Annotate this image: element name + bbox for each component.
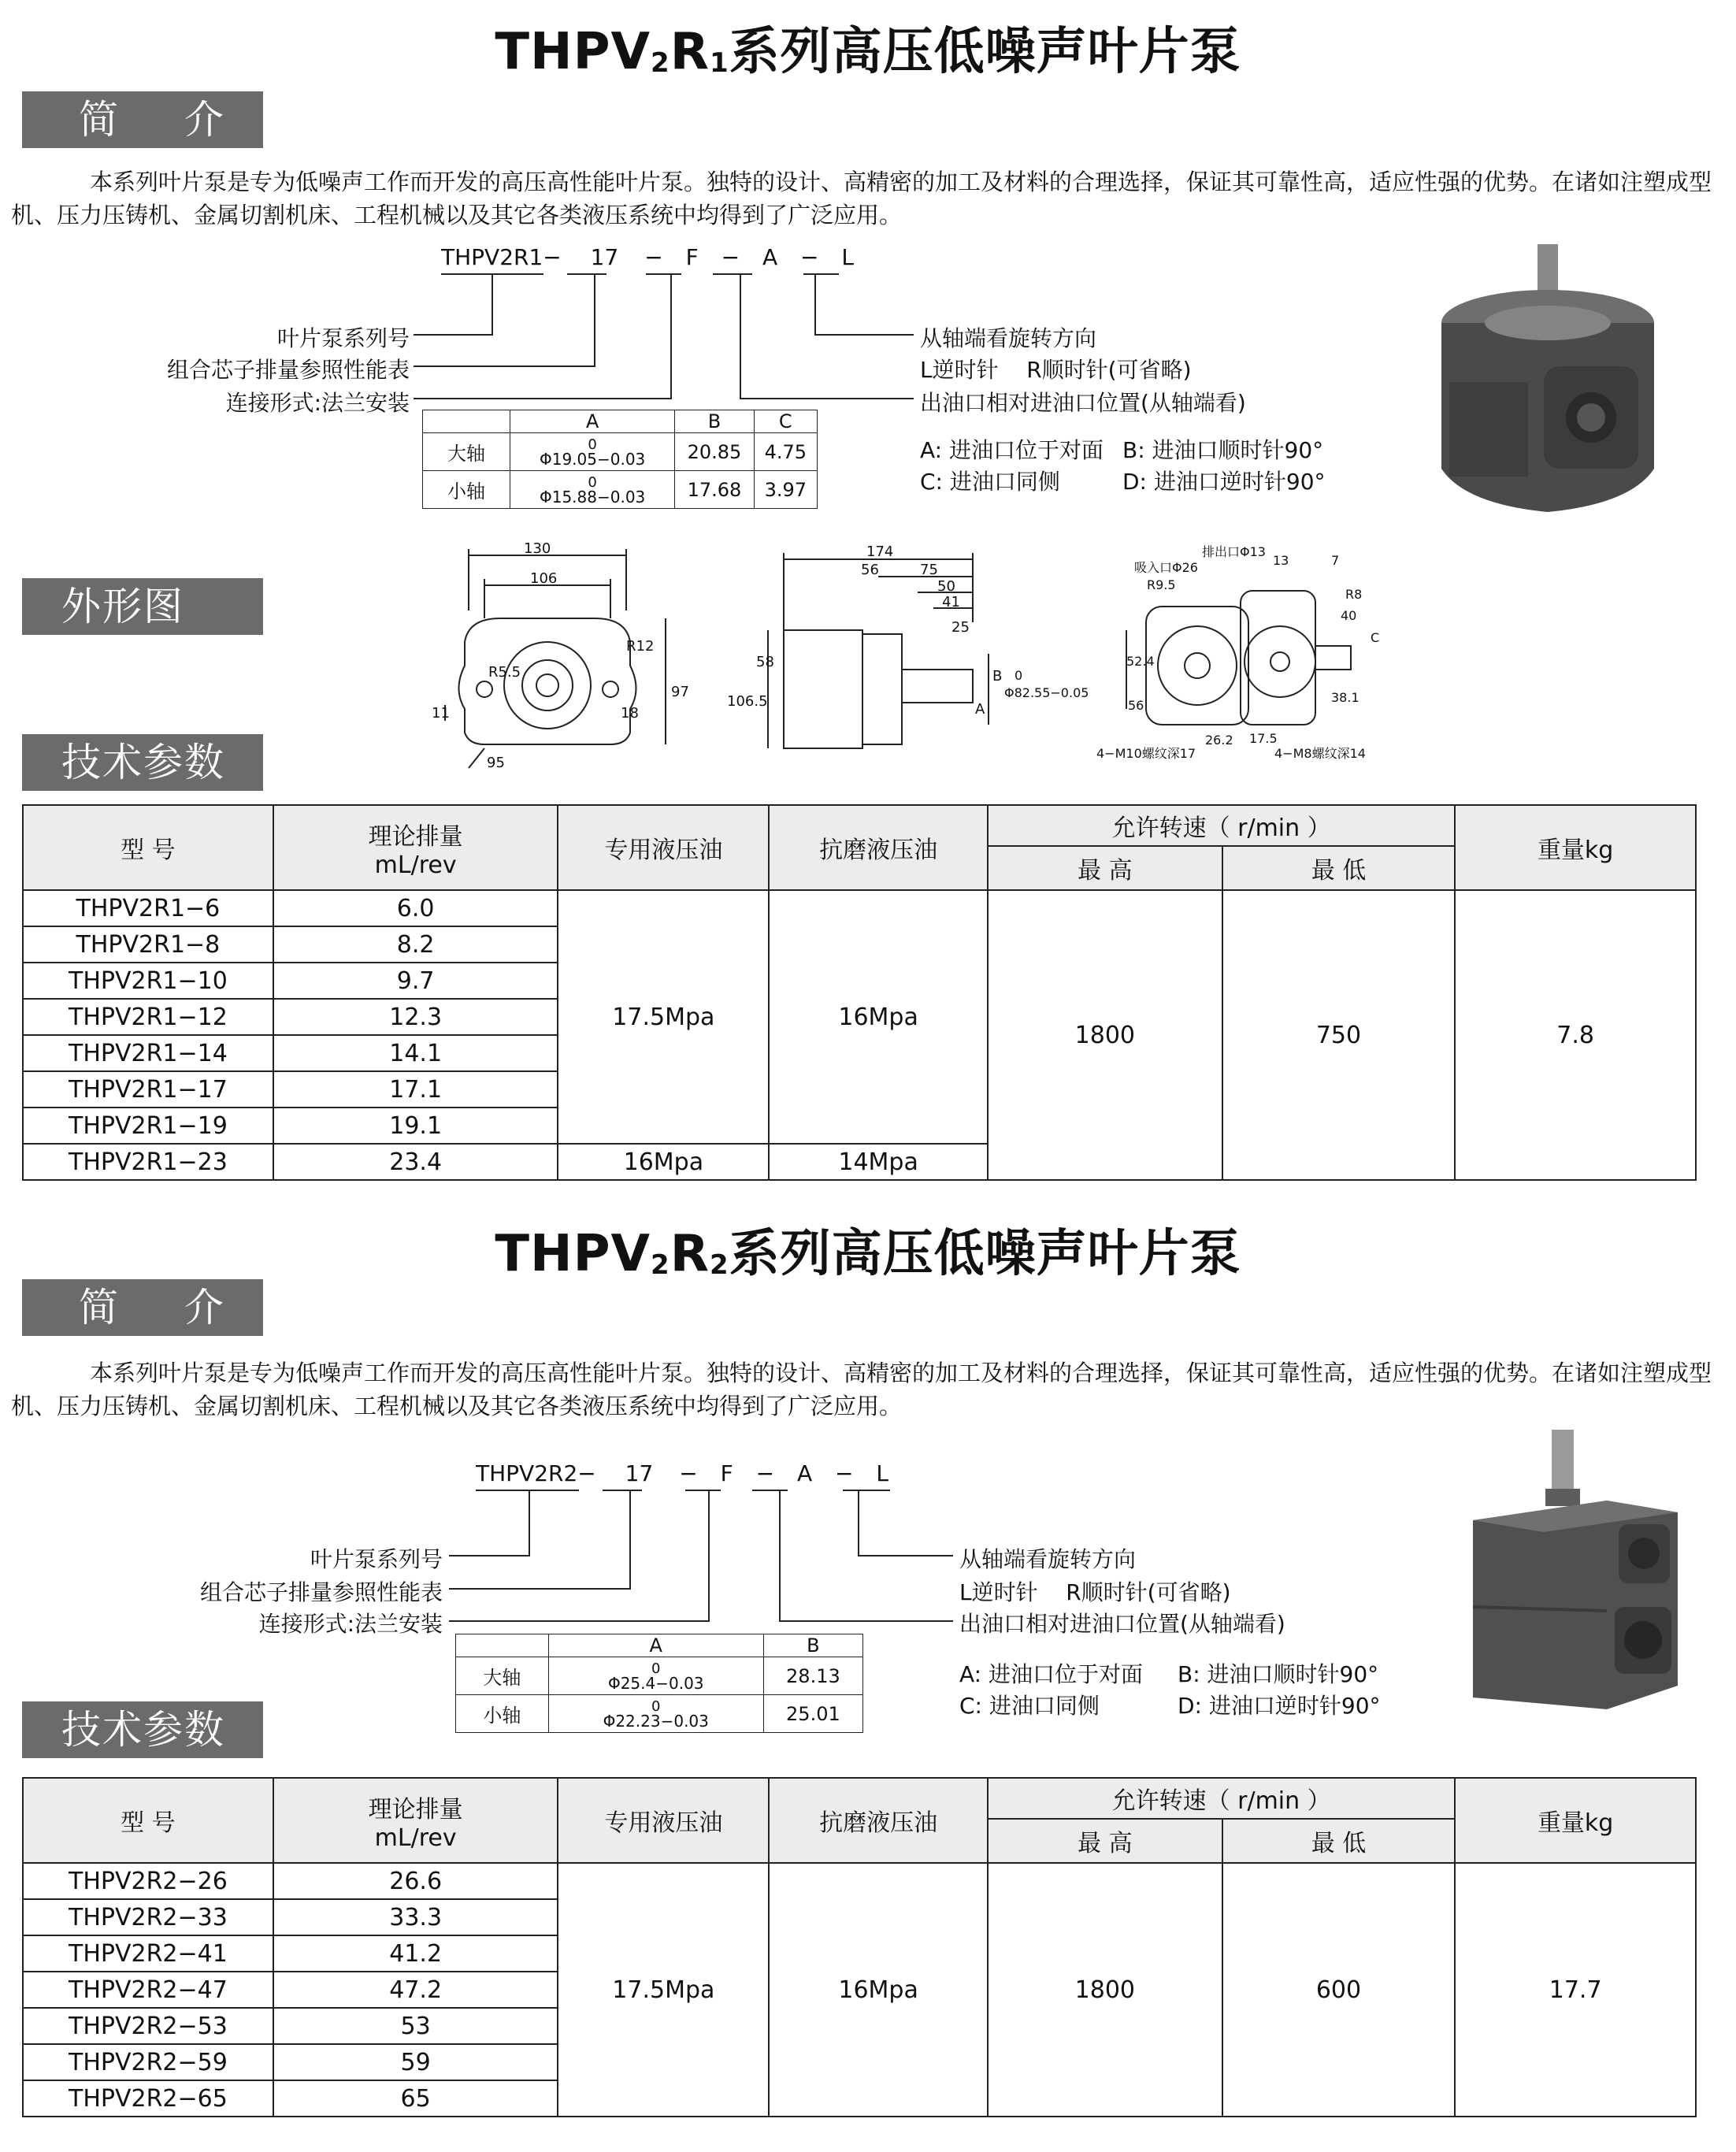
outline-heading: 外形图 (22, 578, 263, 635)
cell-disp: 19.1 (273, 1108, 558, 1144)
cell-model: THPV2R1−19 (23, 1108, 273, 1144)
dim-text: 41 (942, 594, 960, 610)
code-dash: − (755, 1460, 775, 1486)
cell-disp: 23.4 (273, 1144, 558, 1180)
shaft-c: 3.97 (754, 471, 817, 509)
label-displacement-r2: 组合芯子排量参照性能表 (199, 1579, 443, 1605)
cell-disp: 6.0 (273, 890, 558, 926)
dim-text: 52.4 (1126, 654, 1155, 669)
shaft-dia: Φ22.23−0.03 (603, 1711, 709, 1731)
header-weight: 重量kg (1455, 805, 1696, 890)
cell-disp: 26.6 (273, 1863, 558, 1899)
code-rotation: L (876, 1460, 889, 1486)
shaft-dia: Φ25.4−0.03 (607, 1673, 704, 1693)
page-title-r2 (0, 1213, 1736, 1286)
dim-text: 50 (937, 578, 955, 595)
cell-max: 1800 (988, 1863, 1222, 2117)
code-position: A (762, 244, 778, 270)
cell-disp: 41.2 (273, 1935, 558, 1972)
table-row (23, 1863, 1696, 1899)
header-min: 最 低 (1222, 846, 1456, 890)
dim-text: 吸入口Φ26 (1134, 560, 1198, 575)
dim-text: B (992, 668, 1003, 685)
title-sub: 2 (651, 47, 670, 79)
shaft-header: A (510, 410, 675, 433)
cell-model: THPV2R1−6 (23, 890, 273, 926)
position-c-r1: C: 进油口同侧 (920, 469, 1060, 495)
tol-top: 0 (588, 473, 597, 491)
dim-text: 13 (1273, 553, 1289, 568)
position-b-r2: B: 进油口顺时针90° (1178, 1661, 1379, 1687)
cell-disp: 33.3 (273, 1899, 558, 1935)
label-series-r2: 叶片泵系列号 (310, 1546, 443, 1572)
code-series: THPV2R2− (476, 1460, 596, 1486)
header-disp-unit: mL/rev (374, 851, 457, 879)
title-sub: 2 (651, 1249, 670, 1281)
header-disp-unit: mL/rev (374, 1824, 457, 1852)
cell-model: THPV2R1−14 (23, 1035, 273, 1071)
tol-top: 0 (651, 1697, 661, 1715)
cell-disp: 53 (273, 2008, 558, 2044)
label-lr-r2: L逆时针 R顺时针(可省略) (959, 1579, 1231, 1605)
shaft-header: A (548, 1634, 763, 1657)
shaft-header: B (675, 410, 754, 433)
position-d-r1: D: 进油口逆时针90° (1122, 469, 1326, 495)
cell-model: THPV2R2−47 (23, 1972, 273, 2008)
cell-model: THPV2R2−53 (23, 2008, 273, 2044)
dim-text: R9.5 (1147, 577, 1176, 592)
dim-text: 106 (530, 570, 558, 587)
cell-model: THPV2R2−26 (23, 1863, 273, 1899)
cell-disp: 47.2 (273, 1972, 558, 2008)
code-disp: 17 (590, 244, 619, 270)
cell-model: THPV2R2−59 (23, 2044, 273, 2080)
cell-min: 600 (1222, 1863, 1456, 2117)
cell-disp: 12.3 (273, 999, 558, 1035)
dim-text: 95 (487, 755, 505, 771)
cell-disp: 9.7 (273, 963, 558, 999)
code-series: THPV2R1− (441, 244, 562, 270)
cell-model: THPV2R1−8 (23, 926, 273, 963)
title-suffix: 系列高压低噪声叶片泵 (729, 1225, 1241, 1283)
shaft-name: 小轴 (456, 1695, 549, 1733)
header-max: 最 高 (988, 1819, 1222, 1863)
cell-weight: 7.8 (1455, 890, 1696, 1180)
shaft-dia: Φ19.05−0.03 (539, 449, 646, 469)
header-min: 最 低 (1222, 1819, 1456, 1863)
title-mid: R (670, 1225, 710, 1283)
code-dash: − (835, 1460, 854, 1486)
dim-text: 56 (1128, 698, 1144, 713)
shaft-b: 25.01 (763, 1695, 862, 1733)
title-mid: R (670, 23, 710, 81)
shaft-b: 20.85 (675, 433, 754, 471)
label-lr-r1: L逆时针 R顺时针(可省略) (920, 357, 1192, 383)
cell-model: THPV2R2−41 (23, 1935, 273, 1972)
title-sub: 1 (709, 47, 729, 79)
header-oil: 专用液压油 (558, 805, 769, 890)
table-row (23, 890, 1696, 926)
pump-photo-r2 (1449, 1426, 1701, 1725)
cell-min: 750 (1222, 890, 1456, 1180)
header-model: 型 号 (23, 1778, 273, 1863)
shaft-header: B (763, 1634, 862, 1657)
spec-heading-r2: 技术参数 (22, 1701, 263, 1758)
dim-text: 174 (866, 544, 894, 560)
dim-text: 56 (861, 562, 879, 578)
dim-text: 97 (671, 684, 689, 700)
dim-text: 38.1 (1331, 690, 1359, 705)
dim-text: R8 (1345, 587, 1363, 602)
header-disp: 理论排量 (368, 822, 463, 851)
intro-heading-r2: 简 介 (22, 1279, 263, 1336)
code-rotation: L (841, 244, 855, 270)
label-rotation-r2: 从轴端看旋转方向 (959, 1546, 1137, 1572)
cell-oil: 17.5Mpa (558, 1863, 769, 2117)
label-series-r1: 叶片泵系列号 (276, 325, 410, 351)
cell-weight: 17.7 (1455, 1863, 1696, 2117)
shaft-header: C (754, 410, 817, 433)
cell-max: 1800 (988, 890, 1222, 1180)
cell-model: THPV2R1−17 (23, 1071, 273, 1108)
dim-text: Φ82.55−0.05 (1004, 685, 1089, 700)
label-displacement-r1: 组合芯子排量参照性能表 (166, 357, 410, 383)
dim-text: 58 (756, 654, 774, 670)
intro-text-r1: 本系列叶片泵是专为低噪声工作而开发的高压高性能叶片泵。独特的设计、高精密的加工及材料的合理选择，保证其可靠性高，适应性强的优势。在诸如注塑成型机、压力压铸机、金属切割机床、工程机械以及其它各类液压系统中均得到了广泛应用。 (11, 169, 1712, 228)
dim-text: 7 (1331, 553, 1340, 568)
dim-text: 25 (951, 619, 970, 636)
cell-disp: 59 (273, 2044, 558, 2080)
label-outlet-r2: 出油口相对进油口位置(从轴端看) (959, 1611, 1285, 1637)
title-sub: 2 (709, 1249, 729, 1281)
cell-oil: 17.5Mpa (558, 890, 769, 1144)
cell-model: THPV2R2−65 (23, 2080, 273, 2117)
tol-top: 0 (588, 436, 597, 453)
dim-text: 26.2 (1205, 733, 1233, 748)
position-d-r2: D: 进油口逆时针90° (1178, 1693, 1381, 1719)
intro-text-r2: 本系列叶片泵是专为低噪声工作而开发的高压高性能叶片泵。独特的设计、高精密的加工及材料的合理选择，保证其可靠性高，适应性强的优势。在诸如注塑成型机、压力压铸机、金属切割机床、工程机械以及其它各类液压系统中均得到了广泛应用。 (11, 1360, 1712, 1419)
label-outlet-r1: 出油口相对进油口位置(从轴端看) (920, 390, 1246, 416)
label-mount-r1: 连接形式:法兰安装 (225, 390, 410, 416)
shaft-table-r1 (422, 410, 818, 509)
code-mount: F (720, 1460, 733, 1486)
dim-text: R5.5 (488, 664, 521, 681)
shaft-dia: Φ15.88−0.03 (539, 487, 646, 506)
position-c-r2: C: 进油口同侧 (959, 1693, 1100, 1719)
cell-disp: 17.1 (273, 1071, 558, 1108)
dim-text: 17.5 (1249, 731, 1278, 746)
cell-model: THPV2R1−12 (23, 999, 273, 1035)
header-speed: 允许转速（ r/min ） (988, 1778, 1455, 1819)
title-prefix: THPV (495, 1225, 651, 1283)
cell-model: THPV2R1−23 (23, 1144, 273, 1180)
header-oil: 专用液压油 (558, 1778, 769, 1863)
code-position: A (796, 1460, 813, 1486)
header-anti: 抗磨液压油 (769, 805, 988, 890)
cell-anti: 16Mpa (769, 890, 988, 1144)
outline-side-view (736, 544, 1067, 772)
code-disp: 17 (625, 1460, 654, 1486)
header-speed: 允许转速（ r/min ） (988, 805, 1455, 846)
header-anti: 抗磨液压油 (769, 1778, 988, 1863)
spec-table-r2 (22, 1777, 1697, 2117)
dim-text: 0 (1015, 668, 1023, 683)
pump-photo-r1 (1418, 240, 1686, 532)
shaft-name: 大轴 (456, 1657, 549, 1695)
dim-text: A (975, 701, 985, 718)
shaft-table-r2 (455, 1634, 863, 1733)
label-rotation-r1: 从轴端看旋转方向 (920, 325, 1097, 351)
dim-text: R12 (626, 638, 655, 655)
code-dash: − (721, 244, 740, 270)
spec-heading-r1: 技术参数 (22, 734, 263, 791)
dim-text: 4−M8螺纹深14 (1274, 746, 1366, 761)
header-weight: 重量kg (1455, 1778, 1696, 1863)
dim-text: 4−M10螺纹深17 (1096, 746, 1196, 761)
dim-text: 75 (920, 562, 938, 578)
dim-text: 11 (432, 705, 450, 722)
shaft-name: 小轴 (423, 471, 510, 509)
code-mount: F (685, 244, 699, 270)
shaft-b: 17.68 (675, 471, 754, 509)
cell-disp: 8.2 (273, 926, 558, 963)
cell-anti: 16Mpa (769, 1863, 988, 2117)
tol-top: 0 (651, 1660, 661, 1677)
cell-disp: 65 (273, 2080, 558, 2117)
outline-front-view (437, 540, 705, 776)
cell-model: THPV2R2−33 (23, 1899, 273, 1935)
dim-text: 排出口Φ13 (1202, 544, 1266, 559)
cell-model: THPV2R1−10 (23, 963, 273, 999)
dim-text: 18 (621, 705, 639, 722)
dim-text: 40 (1341, 608, 1357, 623)
dim-text: 106.5 (727, 693, 768, 710)
intro-heading-r1: 简 介 (22, 91, 263, 148)
cell-disp: 14.1 (273, 1035, 558, 1071)
shaft-name: 大轴 (423, 433, 510, 471)
header-model: 型 号 (23, 805, 273, 890)
title-suffix: 系列高压低噪声叶片泵 (729, 23, 1241, 81)
header-disp: 理论排量 (368, 1795, 463, 1824)
position-a-r2: A: 进油口位于对面 (959, 1661, 1143, 1687)
title-prefix: THPV (495, 23, 651, 81)
position-b-r1: B: 进油口顺时针90° (1122, 437, 1324, 463)
code-dash: − (644, 244, 663, 270)
dim-text: C (1371, 630, 1380, 645)
cell-oil: 16Mpa (558, 1144, 769, 1180)
code-dash: − (800, 244, 819, 270)
code-dash: − (679, 1460, 698, 1486)
position-a-r1: A: 进油口位于对面 (920, 437, 1104, 463)
spec-table-r1 (22, 804, 1697, 1181)
shaft-b: 28.13 (763, 1657, 862, 1695)
dim-text: 130 (524, 540, 551, 557)
label-mount-r2: 连接形式:法兰安装 (258, 1611, 443, 1637)
header-max: 最 高 (988, 846, 1222, 890)
shaft-c: 4.75 (754, 433, 817, 471)
cell-anti: 14Mpa (769, 1144, 988, 1180)
